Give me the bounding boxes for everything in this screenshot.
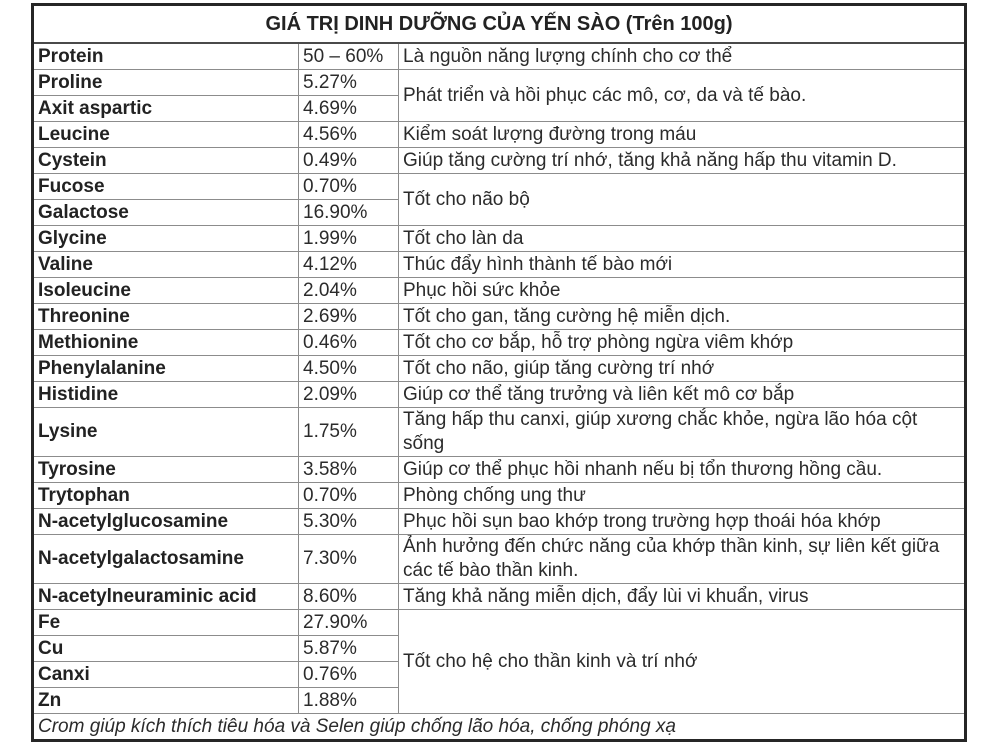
nutrient-value: 8.60%: [299, 584, 399, 610]
nutrient-value: 16.90%: [299, 200, 399, 226]
table-footer-row: [33, 714, 966, 741]
table-footer-note: Crom giúp kích thích tiêu hóa và Selen giúp chống lão hóa, chống phóng xạ: [33, 714, 966, 741]
nutrient-name: Cu: [33, 636, 299, 662]
nutrient-value: 4.56%: [299, 122, 399, 148]
nutrient-value: 4.50%: [299, 356, 399, 382]
nutrient-desc: Tốt cho gan, tăng cường hệ miễn dịch.: [399, 304, 966, 330]
table-row: [33, 509, 966, 535]
nutrient-name: Fe: [33, 610, 299, 636]
nutrient-name: Valine: [33, 252, 299, 278]
nutrient-name: Tyrosine: [33, 457, 299, 483]
nutrient-name: Histidine: [33, 382, 299, 408]
nutrient-value: 7.30%: [299, 535, 399, 584]
nutrient-desc: Tăng hấp thu canxi, giúp xương chắc khỏe, ngừa lão hóa cột sống: [399, 408, 966, 457]
nutrient-name: Cystein: [33, 148, 299, 174]
nutrient-value: 27.90%: [299, 610, 399, 636]
table-row: [33, 226, 966, 252]
nutrient-desc: Tăng khả năng miễn dịch, đẩy lùi vi khuẩn, virus: [399, 584, 966, 610]
nutrient-value: 1.99%: [299, 226, 399, 252]
nutrient-desc: Phục hồi sức khỏe: [399, 278, 966, 304]
nutrient-desc: Ảnh hưởng đến chức năng của khớp thần kinh, sự liên kết giữa các tế bào thần kinh.: [399, 535, 966, 584]
nutrient-desc: Tốt cho não bộ: [399, 174, 966, 226]
nutrient-value: 0.70%: [299, 174, 399, 200]
nutrient-desc: Giúp tăng cường trí nhớ, tăng khả năng hấp thu vitamin D.: [399, 148, 966, 174]
nutrient-name: Phenylalanine: [33, 356, 299, 382]
table-row: [33, 535, 966, 584]
table-row: [33, 148, 966, 174]
nutrient-value: 50 – 60%: [299, 43, 399, 70]
table-row: [33, 43, 966, 70]
nutrient-name: Lysine: [33, 408, 299, 457]
nutrient-name: Proline: [33, 70, 299, 96]
nutrient-name: Trytophan: [33, 483, 299, 509]
nutrient-name: Fucose: [33, 174, 299, 200]
nutrient-name: Protein: [33, 43, 299, 70]
nutrient-value: 2.09%: [299, 382, 399, 408]
nutrient-value: 2.04%: [299, 278, 399, 304]
nutrient-value: 1.75%: [299, 408, 399, 457]
table-row: [33, 382, 966, 408]
table-row: [33, 457, 966, 483]
nutrient-name: Isoleucine: [33, 278, 299, 304]
table-row: [33, 330, 966, 356]
table-row: [33, 408, 966, 457]
nutrient-desc: Giúp cơ thể tăng trưởng và liên kết mô cơ bắp: [399, 382, 966, 408]
table-row: [33, 483, 966, 509]
nutrient-value: 5.87%: [299, 636, 399, 662]
nutrient-name: N-acetylgalactosamine: [33, 535, 299, 584]
table-row: [33, 356, 966, 382]
nutrient-value: 0.70%: [299, 483, 399, 509]
nutrient-name: Leucine: [33, 122, 299, 148]
nutrition-table: [31, 3, 967, 742]
nutrient-name: Zn: [33, 688, 299, 714]
nutrient-value: 0.46%: [299, 330, 399, 356]
nutrient-desc: Giúp cơ thể phục hồi nhanh nếu bị tổn thương hồng cầu.: [399, 457, 966, 483]
nutrient-value: 0.76%: [299, 662, 399, 688]
nutrient-name: Threonine: [33, 304, 299, 330]
nutrient-value: 5.30%: [299, 509, 399, 535]
nutrient-name: Methionine: [33, 330, 299, 356]
nutrient-desc: Kiểm soát lượng đường trong máu: [399, 122, 966, 148]
nutrient-name: Canxi: [33, 662, 299, 688]
nutrient-value: 0.49%: [299, 148, 399, 174]
nutrient-name: Galactose: [33, 200, 299, 226]
nutrient-name: N-acetylglucosamine: [33, 509, 299, 535]
table-row: [33, 610, 966, 636]
nutrient-desc: Phòng chống ung thư: [399, 483, 966, 509]
table-row: [33, 584, 966, 610]
nutrient-value: 1.88%: [299, 688, 399, 714]
nutrient-value: 3.58%: [299, 457, 399, 483]
table-row: [33, 278, 966, 304]
table-row: [33, 304, 966, 330]
table-row: [33, 252, 966, 278]
nutrient-value: 5.27%: [299, 70, 399, 96]
nutrient-desc: Phát triển và hồi phục các mô, cơ, da và tế bào.: [399, 70, 966, 122]
nutrient-desc: Tốt cho não, giúp tăng cường trí nhớ: [399, 356, 966, 382]
nutrient-desc: Tốt cho cơ bắp, hỗ trợ phòng ngừa viêm khớp: [399, 330, 966, 356]
nutrient-name: N-acetylneuraminic acid: [33, 584, 299, 610]
nutrient-desc: Tốt cho hệ cho thần kinh và trí nhớ: [399, 610, 966, 714]
nutrient-name: Glycine: [33, 226, 299, 252]
nutrient-desc: Tốt cho làn da: [399, 226, 966, 252]
nutrient-value: 4.12%: [299, 252, 399, 278]
table-row: [33, 174, 966, 200]
table-header-row: [33, 5, 966, 44]
nutrient-desc: Là nguồn năng lượng chính cho cơ thể: [399, 43, 966, 70]
table-row: [33, 122, 966, 148]
nutrient-value: 4.69%: [299, 96, 399, 122]
table-row: [33, 70, 966, 96]
nutrient-desc: Phục hồi sụn bao khớp trong trường hợp thoái hóa khớp: [399, 509, 966, 535]
nutrient-value: 2.69%: [299, 304, 399, 330]
table-title: GIÁ TRỊ DINH DƯỠNG CỦA YẾN SÀO (Trên 100g): [33, 5, 966, 44]
nutrient-desc: Thúc đẩy hình thành tế bào mới: [399, 252, 966, 278]
nutrient-name: Axit aspartic: [33, 96, 299, 122]
